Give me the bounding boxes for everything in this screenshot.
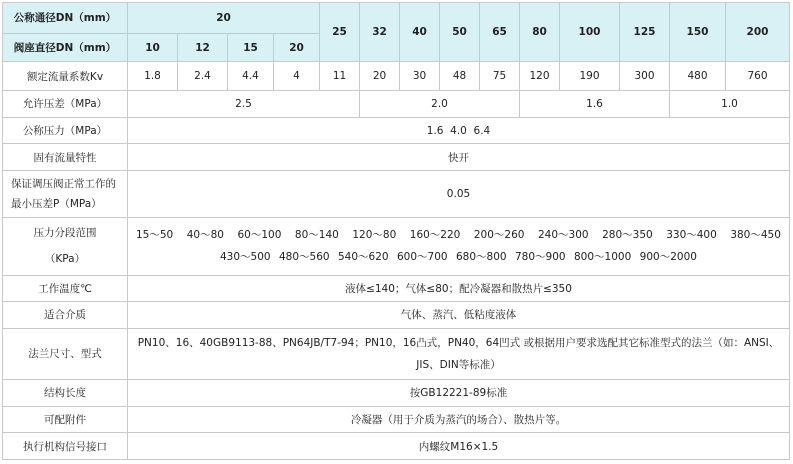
acc-value: 冷凝器（用于介质为蒸汽的场合）、散热片等。: [128, 406, 790, 433]
dp-cell: 1.0: [670, 91, 790, 118]
range-line-1: [128, 224, 789, 246]
dn-cell: 50: [440, 3, 480, 62]
kv-cell: 480: [670, 62, 726, 91]
spec-table: [2, 2, 790, 460]
table-row: [3, 62, 790, 91]
dn-cell: 25: [320, 3, 360, 62]
table-row: [3, 406, 790, 433]
length-value: 按GB12221-89标准: [128, 380, 790, 407]
kv-cell: 120: [520, 62, 560, 91]
min-dp-label: 保证调压阀正常工作的最小压差P（MPa）: [3, 171, 128, 218]
range-item: 60～100: [237, 229, 282, 242]
range-item: 40～80: [186, 229, 224, 242]
range-item: 800～1000: [574, 251, 632, 264]
dp-cell: 2.0: [360, 91, 520, 118]
dn-cell: 100: [560, 3, 620, 62]
seat-cell: 15: [228, 33, 274, 62]
iface-label: 执行机构信号接口: [3, 433, 128, 460]
header-row-dn: [3, 3, 790, 34]
table-row: [3, 380, 790, 407]
table-row: [3, 218, 790, 275]
dn-cell: 200: [726, 3, 790, 62]
flange-label: 法兰尺寸、型式: [3, 328, 128, 379]
range-item: 15～50: [136, 229, 174, 242]
temp-label: 工作温度℃: [3, 275, 128, 302]
range-item: 80～140: [294, 229, 339, 242]
min-dp-value: 0.05: [128, 171, 790, 218]
range-item: 330～400: [666, 229, 717, 242]
acc-label: 可配附件: [3, 406, 128, 433]
flow-char-value: 快开: [128, 144, 790, 171]
kv-cell: 75: [480, 62, 520, 91]
table-row: [3, 302, 790, 329]
dn-cell: 40: [400, 3, 440, 62]
pn-label: 公称压力（MPa）: [3, 117, 128, 144]
dn-cell: 32: [360, 3, 400, 62]
range-line-2: [128, 246, 789, 268]
dp-label: 允许压差（MPa）: [3, 91, 128, 118]
dn-label: 公称通径DN（mm）: [3, 3, 128, 34]
range-value: [128, 218, 790, 275]
length-label: 结构长度: [3, 380, 128, 407]
kv-label: 额定流量系数Kv: [3, 62, 128, 91]
kv-cell: 20: [360, 62, 400, 91]
kv-cell: 4.4: [228, 62, 274, 91]
table-row: [3, 275, 790, 302]
range-label-line2: （KPa）: [44, 253, 86, 266]
range-item: 280～350: [602, 229, 653, 242]
kv-cell: 4: [274, 62, 320, 91]
dn-cell: 80: [520, 3, 560, 62]
seat-cell: 20: [274, 33, 320, 62]
range-item: 600～700: [397, 251, 448, 264]
dn-cell: 150: [670, 3, 726, 62]
range-item: 120～80: [352, 229, 397, 242]
range-item: 780～900: [515, 251, 566, 264]
table-row: [3, 433, 790, 460]
seat-label: 阀座直径DN（mm）: [3, 33, 128, 62]
table-row: [3, 91, 790, 118]
kv-cell: 11: [320, 62, 360, 91]
range-label-line1: 压力分段范围: [33, 227, 97, 240]
kv-cell: 1.8: [128, 62, 178, 91]
medium-value: 气体、蒸汽、低粘度液体: [128, 302, 790, 329]
dn-cell: 125: [620, 3, 670, 62]
range-item: 200～260: [473, 229, 525, 242]
dp-cell: 2.5: [128, 91, 360, 118]
dn-cell: 65: [480, 3, 520, 62]
range-item: 480～560: [279, 251, 330, 264]
kv-cell: 2.4: [178, 62, 228, 91]
flow-char-label: 固有流量特性: [3, 144, 128, 171]
kv-cell: 760: [726, 62, 790, 91]
range-item: 430～500: [220, 251, 271, 264]
seat-cell: 12: [178, 33, 228, 62]
range-item: 900～2000: [639, 251, 697, 264]
kv-cell: 30: [400, 62, 440, 91]
pn-value: 1.6 4.0 6.4: [128, 117, 790, 144]
table-row: [3, 144, 790, 171]
dn-20: 20: [128, 3, 320, 34]
temp-value: 液体≤140；气体≤80；配冷凝器和散热片≤350: [128, 275, 790, 302]
dp-cell: 1.6: [520, 91, 670, 118]
range-item: 240～300: [537, 229, 589, 242]
table-row: [3, 328, 790, 379]
range-item: 160～220: [409, 229, 461, 242]
iface-value: 内螺纹M16×1.5: [128, 433, 790, 460]
range-label: [3, 218, 128, 275]
medium-label: 适合介质: [3, 302, 128, 329]
flange-value: PN10、16、40GB9113-88、PN64JB/T7-94；PN10，16凸式，PN40，64凹式 或根据用户要求选配其它标准型式的法兰（如：ANSI、JIS、DIN等标准）: [128, 328, 790, 379]
table-row: [3, 171, 790, 218]
kv-cell: 300: [620, 62, 670, 91]
range-item: 380～450: [730, 229, 781, 242]
kv-cell: 190: [560, 62, 620, 91]
kv-cell: 48: [440, 62, 480, 91]
range-item: 680～800: [456, 251, 507, 264]
range-item: 540～620: [338, 251, 389, 264]
table-row: [3, 117, 790, 144]
seat-cell: 10: [128, 33, 178, 62]
